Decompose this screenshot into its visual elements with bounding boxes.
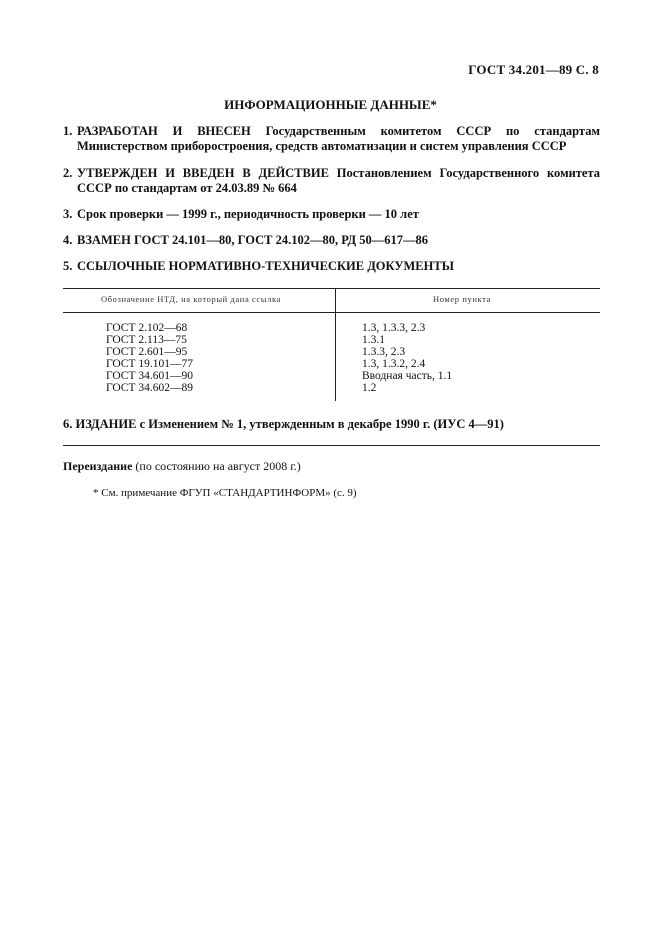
info-item-review-period	[63, 207, 600, 222]
table-row	[63, 358, 600, 370]
cell-ntd: ГОСТ 34.602—89	[106, 382, 194, 394]
item-number: 5.	[63, 259, 73, 273]
item-text: Срок проверки — 1999 г., периодичность проверки — 10 лет	[77, 207, 419, 221]
info-item-references	[63, 259, 600, 274]
item-lead: УТВЕРЖДЕН И ВВЕДЕН В ДЕЙСТВИЕ	[77, 166, 329, 180]
cell-ntd: ГОСТ 34.601—90	[106, 370, 194, 382]
item-number: 1.	[63, 124, 73, 138]
table-row	[63, 322, 600, 334]
table-row	[63, 346, 600, 358]
cell-item-number: Вводная часть, 1.1	[362, 370, 453, 382]
edition-note: 6. ИЗДАНИЕ с Изменением № 1, утвержденным в декабре 1990 г. (ИУС 4—91)	[63, 417, 504, 431]
reissue-note	[63, 459, 301, 474]
cell-ntd: ГОСТ 2.601—95	[106, 346, 188, 358]
reissue-date: (по состоянию на август 2008 г.)	[132, 459, 301, 473]
item-text	[63, 124, 600, 154]
info-item-approved	[63, 166, 600, 196]
item-text	[63, 166, 600, 196]
item-number: 3.	[63, 207, 73, 221]
item-lead: РАЗРАБОТАН И ВНЕСЕН	[77, 124, 251, 138]
cell-ntd: ГОСТ 2.102—68	[106, 322, 188, 334]
item-number: 2.	[63, 166, 73, 180]
item-rest: Государственным комитетом СССР по стандартам Министерством приборостроения, средств автоматизации и систем управления СССР	[77, 124, 600, 153]
item-number: 4.	[63, 233, 73, 247]
item-rest: Постановлением Государственного комитета СССР по стандартам от 24.03.89 № 664	[77, 166, 601, 195]
cell-item-number: 1.2	[362, 382, 377, 394]
item-text: ССЫЛОЧНЫЕ НОРМАТИВНО-ТЕХНИЧЕСКИЕ ДОКУМЕНТЫ	[77, 259, 454, 273]
table-header-item-number: Номер пункта	[433, 294, 491, 304]
info-item-developed	[63, 124, 600, 154]
table-header-rule	[63, 312, 600, 313]
cell-item-number: 1.3, 1.3.2, 2.4	[362, 358, 426, 370]
section-divider	[63, 445, 600, 446]
table-row	[63, 382, 600, 394]
table-header-ntd: Обозначение НТД, на который дана ссылка	[101, 294, 281, 304]
table-row	[63, 334, 600, 346]
table-row	[63, 370, 600, 382]
table-body	[63, 322, 600, 394]
item-text: ВЗАМЕН ГОСТ 24.101—80, ГОСТ 24.102—80, РД 50—617—86	[77, 233, 428, 247]
info-item-replaces	[63, 233, 600, 248]
reissue-label: Переиздание	[63, 459, 133, 473]
reference-table	[63, 288, 600, 401]
cell-ntd: ГОСТ 2.113—75	[106, 334, 187, 346]
page-title: ИНФОРМАЦИОННЫЕ ДАННЫЕ*	[224, 97, 437, 112]
footnote: * См. примечание ФГУП «СТАНДАРТИНФОРМ» (с. 9)	[93, 487, 357, 499]
page-header-doc-ref: ГОСТ 34.201—89 С. 8	[468, 62, 599, 77]
cell-item-number: 1.3, 1.3.3, 2.3	[362, 322, 426, 334]
cell-item-number: 1.3.3, 2.3	[362, 346, 406, 358]
cell-ntd: ГОСТ 19.101—77	[106, 358, 194, 370]
cell-item-number: 1.3.1	[362, 334, 385, 346]
